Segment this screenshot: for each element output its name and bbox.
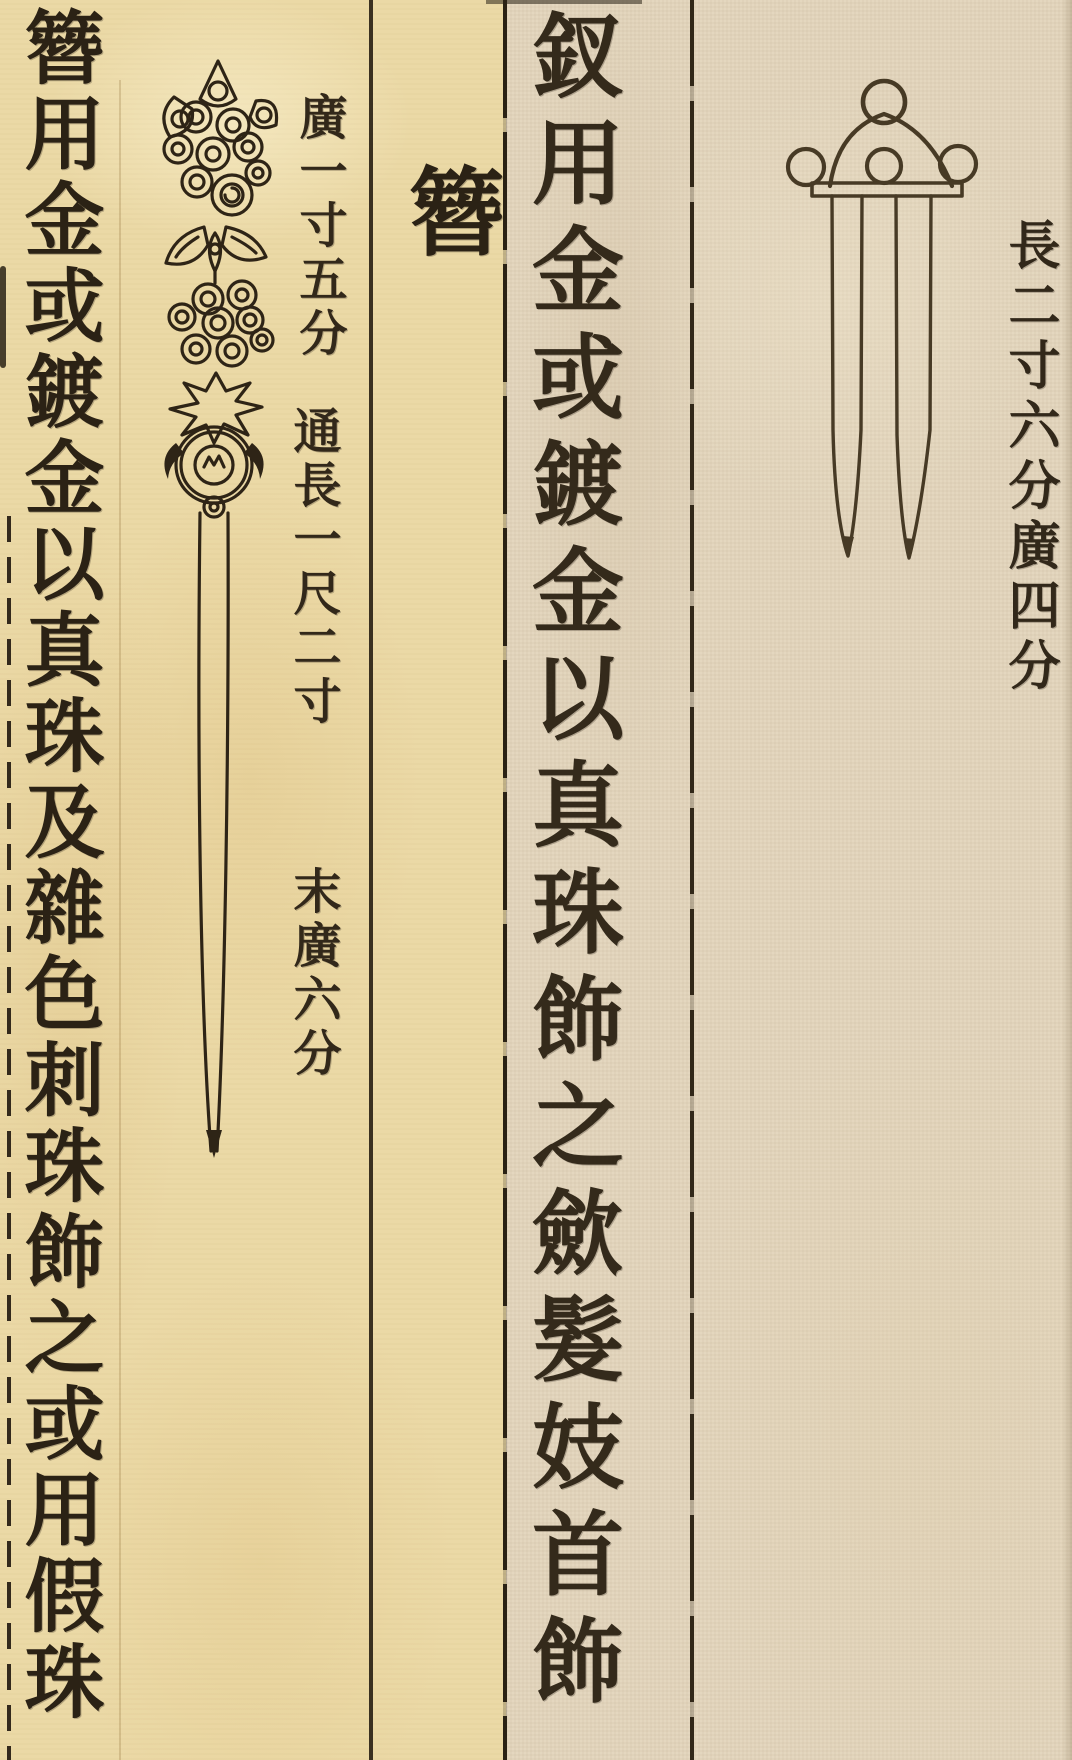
column-rule-1 xyxy=(369,0,373,1760)
zan-section-label: 簪 xyxy=(395,162,502,258)
page-crease xyxy=(119,80,121,1760)
left-edge-ink-mark xyxy=(0,266,6,368)
zan-tip-width-annotation: 末廣六分 xyxy=(286,866,339,1082)
chai-dimension-annotation: 長二寸六分廣四分 xyxy=(1000,218,1057,698)
left-edge-rule xyxy=(7,516,11,1760)
zan-hairpin-illustration xyxy=(140,55,290,1170)
column-rule-2 xyxy=(503,0,507,1760)
top-edge-trim xyxy=(486,0,642,4)
chai-description-text: 釵用金或鍍金以真珠飾之歛髮妓首飾 xyxy=(519,8,621,1720)
chai-hairpin-illustration xyxy=(770,50,990,580)
right-edge-shadow xyxy=(1062,0,1072,1760)
zan-head-width-annotation: 廣一寸五分 xyxy=(292,92,345,362)
column-rule-3 xyxy=(690,0,694,1760)
zan-description-text: 簪用金或鍍金以真珠及雜色刺珠飾之或用假珠 xyxy=(12,6,100,1726)
zan-total-length-annotation: 通長一尺二寸 xyxy=(286,406,339,730)
